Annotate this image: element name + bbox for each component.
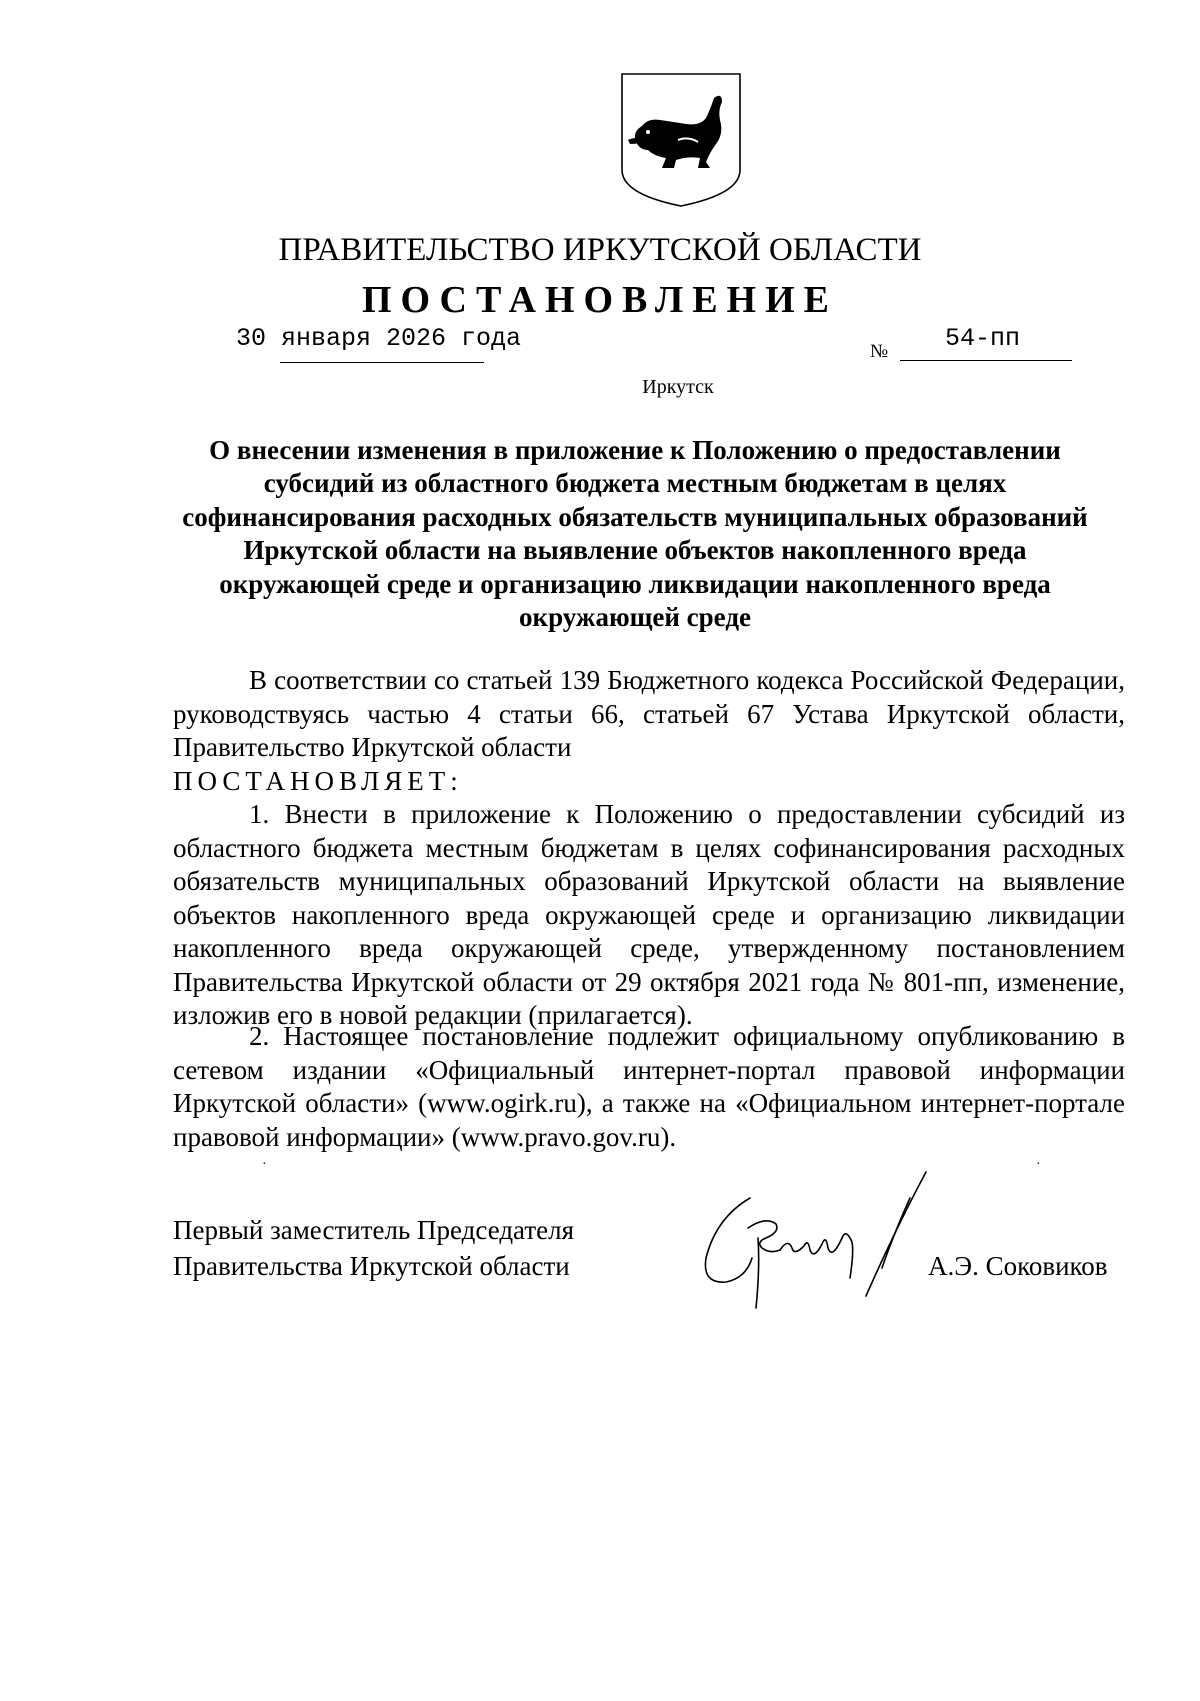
document-subject: О внесении изменения в приложение к Положению о предоставлении субсидий из областного бюджета местным бюджетам в целях софинансирования расходных обязательств муниципальных образований Иркутской области на выявление объектов накопленного вреда окружающей среде и организацию ликвидации накопленного вреда окружающей среде <box>182 435 1088 633</box>
city: Иркутск <box>642 376 714 398</box>
number-sign: № <box>870 341 889 362</box>
document-date: 30 января 2026 года <box>236 324 522 353</box>
irkutsk-coat-of-arms-icon <box>618 70 744 210</box>
decree-word: ПОСТАНОВЛЯЕТ: <box>173 766 463 796</box>
signer-name: А.Э. Соковиков <box>928 1251 1108 1281</box>
signer-position-line-2: Правительства Иркутской области <box>173 1251 570 1281</box>
scan-dot: · <box>1036 1157 1041 1172</box>
signer-position-line-1: Первый заместитель Председателя <box>173 1215 575 1245</box>
scan-dot: · <box>262 1157 267 1172</box>
number-underline <box>900 360 1072 361</box>
document-number: 54-пп <box>945 324 1021 353</box>
paragraph-1: 1. Внести в приложение к Положению о предоставлении субсидий из областного бюджета местным бюджетам в целях софинансирования расходных обязательств муниципальных образований Иркутской области на выявление объектов накопленного вреда окружающей среде и организацию ликвидации накопленного вреда окружающей среде, утвержденному постановлением Правительства Иркутской области от 29 октября 2021 года № 801-пп, изменение, изложив его в новой редакции (прилагается). <box>173 799 1125 1030</box>
date-underline <box>280 362 484 363</box>
government-title: ПРАВИТЕЛЬСТВО ИРКУТСКОЙ ОБЛАСТИ <box>278 232 922 268</box>
signer-position <box>173 1212 574 1284</box>
paragraph-2: 2. Настоящее постановление подлежит официальному опубликованию в сетевом издании «Официальный интернет-портал правовой информации Иркутской области» (www.ogirk.ru), а также на «Официальном интернет-портале правовой информации» (www.pravo.gov.ru). <box>173 1021 1125 1152</box>
preamble-paragraph: В соответствии со статьей 139 Бюджетного кодекса Российской Федерации, руководствуясь частью 4 статьи 66, статьей 67 Устава Иркутской области, Правительство Иркутской области <box>173 665 1125 762</box>
handwritten-signature-icon <box>696 1168 936 1318</box>
document-type: ПОСТАНОВЛЕНИЕ <box>361 279 839 321</box>
